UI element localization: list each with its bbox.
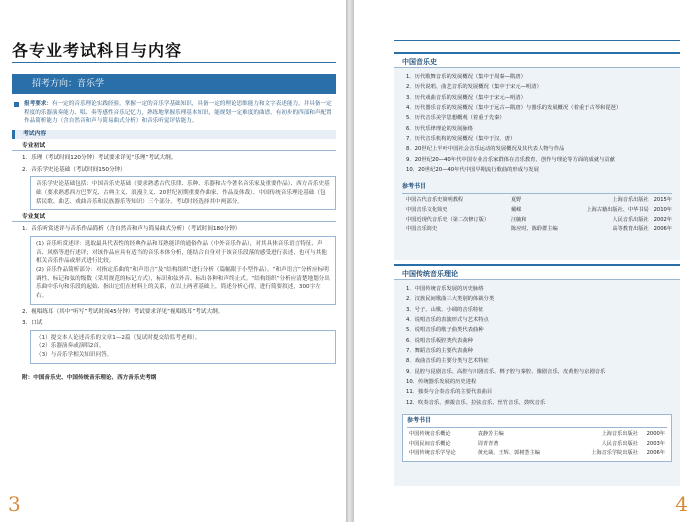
theory-ref-table xyxy=(409,430,665,459)
repeat-item-3: 3．口试 xyxy=(22,320,43,327)
ref-year: 2010年 xyxy=(653,206,672,213)
initial-item-1: 1．乐理（考试时间120分钟）考试要求详见“乐理”考试大纲。 xyxy=(22,154,177,161)
history-ref-row xyxy=(406,196,672,206)
history-title: 中国音乐史 xyxy=(394,52,680,68)
ref-book: 中国传统音乐概论 xyxy=(409,430,451,437)
ref-author: 黄允箴、王辉、郭树荟主编 xyxy=(477,450,540,457)
history-topic-item: 7．历代音乐机构的发展概况（集中于汉、唐） xyxy=(406,135,516,142)
ref-book: 中国传统音乐学导论 xyxy=(409,450,456,457)
left-page xyxy=(0,0,346,522)
theory-topic-item: 6．说唱音乐板腔类代表曲种 xyxy=(406,337,473,344)
theory-ref-row xyxy=(409,449,665,459)
history-topic-item: 10．20世纪20—40年代中国早期流行歌曲的形成与发展 xyxy=(406,166,539,173)
theory-topic-item: 4．说唱音乐的表演形式与艺术特点 xyxy=(406,316,489,323)
page-title: 各专业考试科目与内容 xyxy=(12,41,183,60)
ref-author: 袁静芳主编 xyxy=(477,430,504,437)
oral-line-1: （1）提交本人论述音乐的文章1—2篇（复试时提交给监考老师）。 xyxy=(36,334,201,341)
history-topic-list xyxy=(394,68,680,175)
ref-publisher: 上海古籍出版社、中华书局 xyxy=(586,206,649,213)
repeat-item-1: 1．音乐听赏述评与音乐作品简析（含自然音和声与简易曲式分析）（考试时间180分钟） xyxy=(22,226,241,233)
repeat-detail-box xyxy=(30,236,336,305)
theory-topic-item: 9．昆腔与昆剧音乐、高腔与川剧音乐、梆子腔与秦腔、豫剧音乐、皮黄腔与京剧音乐 xyxy=(406,368,606,375)
theory-topic-item: 12．吹奏音乐、弹拨音乐、拉弦音乐、丝竹音乐、鼓吹音乐 xyxy=(406,399,546,406)
history-topic-item: 4．历代器乐音乐的发展概况（集中于远古—隋唐）与器乐的发展概况（着重于古琴和琵琶） xyxy=(406,104,622,111)
requirement-text: 有一定的音乐理论实践经验，掌握一定的音乐学基础知识，具备一定的理论思维能力和文字表述能力，并具备一定程度的乐器演奏能力、唱、奏等感性音乐记忆力，熟练地掌握乐理基本知识，能规划一定难度的曲谱、有初步的四部和声配置作品简析能力（含自然音和声与简易曲式分析）和音乐听觉评估能力。 xyxy=(24,101,332,125)
ref-publisher: 上海音乐出版社 xyxy=(601,430,638,437)
theory-topic-item: 2．汉族民间歌曲三大类别的体裁分类 xyxy=(406,296,495,303)
sub-initial-exam: 专业初试 xyxy=(12,142,336,151)
ref-book: 中国古代音乐史简明教程 xyxy=(406,197,464,204)
history-topic-item: 3．历代戏曲音乐的发展概况（集中于宋元—明清） xyxy=(406,94,526,101)
history-panel xyxy=(394,52,680,260)
ref-book: 中国民间音乐概论 xyxy=(409,440,451,447)
ref-publisher: 人民音乐出版社 xyxy=(612,216,649,223)
ref-year: 2002年 xyxy=(653,216,672,223)
ref-publisher: 高等教育出版社 xyxy=(612,226,649,233)
title-rule xyxy=(12,62,336,63)
theory-ref-box xyxy=(402,414,672,462)
theory-title: 中国传统音乐理论 xyxy=(394,264,680,280)
theory-topic-item: 10．传统器乐发展的历史进程 xyxy=(406,378,477,385)
ref-publisher: 上海音乐出版社 xyxy=(612,197,649,204)
ref-year: 2015年 xyxy=(653,197,672,204)
book-gutter xyxy=(346,0,354,522)
syllabus-footnote: 附：中国音乐史、中国传统音乐理论、西方音乐史考纲 xyxy=(22,374,157,381)
page-number-left: 3 xyxy=(8,492,21,516)
history-topic-item: 9．20世纪20—40年代中国专业音乐家群体在音乐教育、创作与理论等方面的成就与贡献 xyxy=(406,156,615,163)
initial-detail-box: 音乐学史论基础包括：中国音乐史基础（要求熟悉古代乐律、乐种、乐器和古今著名音乐家及重要作品）、西方音乐史基础（要求熟悉西方巴罗克、古典主义、浪漫主义、20世纪初期重要作曲家、作品及体裁）、中国传统音乐理论基础（包括民歌、曲艺、戏曲音乐和民族器乐等知识）三个部分，考试时经选择其中两部分。 xyxy=(30,176,336,210)
ref-year: 2006年 xyxy=(646,450,665,457)
history-ref-row xyxy=(406,225,672,235)
direction-header: 招考方向：音乐学 xyxy=(12,74,336,94)
history-topic-item: 5．历代音乐美学思想概观（着重于先秦） xyxy=(406,115,505,122)
theory-topic-item: 3．号子、山歌、小调的音乐特征 xyxy=(406,306,484,313)
detail-paragraph-2: (2) 音乐作品简析部分：对指定乐曲的“和声语言”及“结构组织”进行分析（篇幅限于小型作品）。“和声语言”分析应标明调性、标记和弦的级数（采用规范的标记方式），标识和弦外音、标出各种和声终止式。“结构组织”分析应清楚地划分出乐曲中乐句和乐段的起始、指出它们在材料上的关系，在以上两者基础上，简述分析心得，进行简要叙述，300字左右。 xyxy=(36,266,330,299)
left-body xyxy=(12,100,336,382)
ref-publisher: 上海音乐学院出版社 xyxy=(591,450,638,457)
requirement-label: 报考要求： xyxy=(24,101,52,107)
section-exam-content: 考试内容 xyxy=(12,130,336,139)
theory-topic-list xyxy=(394,280,680,408)
detail-paragraph-1: (1) 音乐听赏述评：选取最具代表性的经典作品和耳熟能详的通俗作品（中外音乐作品），对其具体音乐语言特征、声音、风格等进行述评；对该作品应具有适当的音乐本体分析，能结合自身对于该音乐段落的感受进行表述，也可与其他相关音乐作品或形式进行比较。 xyxy=(36,240,327,265)
repeat-item-2: 2．视唱练耳（其中“听写”考试时间45分钟）考试要求详见“视唱练耳”考试大纲。 xyxy=(22,308,224,315)
ref-publisher: 人民音乐出版社 xyxy=(601,440,638,447)
ref-year: 2000年 xyxy=(646,430,665,437)
theory-topic-item: 5．说唱音乐的歌子曲类代表曲种 xyxy=(406,327,484,334)
requirement-block xyxy=(12,100,336,126)
theory-topic-item: 1．中国传统音乐发展的历史脉络 xyxy=(406,286,484,292)
ref-book: 中国音乐文化简史 xyxy=(406,206,448,213)
theory-topic-item: 8．戏曲音乐的主要分类与艺术特征 xyxy=(406,358,489,365)
ref-author: 周青青著 xyxy=(477,440,499,447)
top-rule xyxy=(394,40,680,41)
theory-topic-item: 7．舞蹈音乐的主要代表曲种 xyxy=(406,347,473,354)
right-page xyxy=(354,0,700,522)
sub-repeat-exam: 专业复试 xyxy=(12,213,336,222)
oral-line-2: （2）乐器演奏或演唱2首。 xyxy=(36,343,105,350)
oral-exam-box xyxy=(30,330,336,364)
history-topic-item: 6．历代乐律理论的发展脉络 xyxy=(406,125,473,132)
theory-ref-row xyxy=(409,430,665,440)
initial-item-2: 2．音乐学史论基础（考试时间150分钟） xyxy=(22,166,126,173)
square-bullet-icon xyxy=(14,102,19,107)
history-ref-row xyxy=(406,206,672,216)
ref-author: 陈应时、陈聆群主编 xyxy=(510,226,558,233)
ref-book: 中国音乐简史 xyxy=(406,226,438,233)
ref-author: 戴嵘 xyxy=(510,206,522,213)
ref-year: 2006年 xyxy=(653,226,672,233)
history-topic-item: 2．历代说唱、曲艺音乐的发展概况（集中于宋元—明清） xyxy=(406,84,542,91)
ref-year: 2003年 xyxy=(646,440,665,447)
theory-ref-row xyxy=(409,440,665,450)
history-ref-table xyxy=(406,196,672,235)
history-topic-item: 1．历代歌舞音乐的发展概况（集中于周秦—隋唐） xyxy=(406,74,526,80)
ref-author: 夏野 xyxy=(510,197,522,204)
theory-topic-item: 11．独奏与合奏音乐的主要代表曲目 xyxy=(406,389,493,396)
history-ref-title: 参考书目 xyxy=(402,181,672,194)
history-ref-row xyxy=(406,216,672,226)
oral-line-3: （3）与音乐学相关知识问答。 xyxy=(36,352,113,359)
history-topic-item: 8．20世纪上半叶中国社会音乐运动的发展概况及其代表人物与作品 xyxy=(406,146,565,153)
theory-ref-title: 参考书目 xyxy=(407,415,667,428)
ref-author: 汪毓和 xyxy=(510,216,527,223)
theory-panel xyxy=(394,264,680,486)
ref-book: 中国近现代音乐史（第二次修订版） xyxy=(406,216,490,223)
page-number-right: 4 xyxy=(675,492,688,516)
